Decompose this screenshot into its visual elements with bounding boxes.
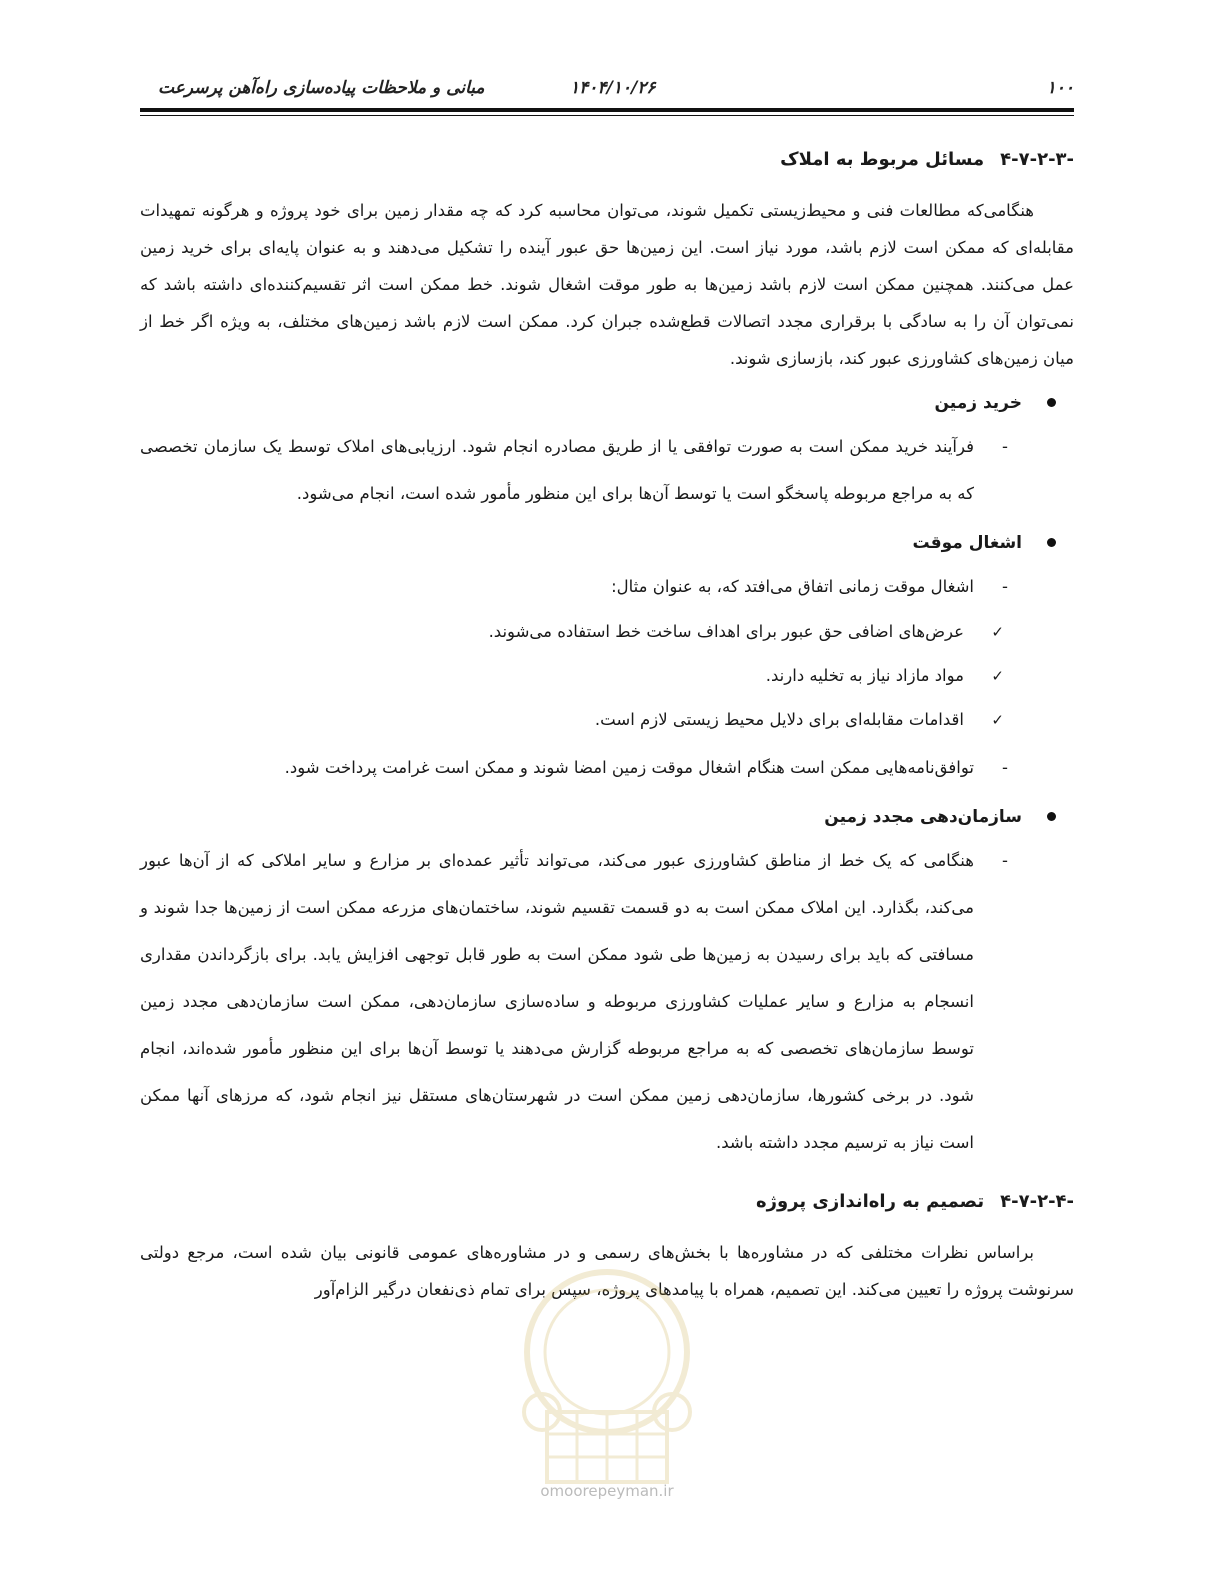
checkmark-icon: ✓ — [991, 623, 1004, 641]
section-number: ۴-۷-۲-۳- — [1000, 149, 1074, 170]
section-title: مسائل مربوط به املاک — [780, 149, 985, 170]
section-title: تصمیم به راه‌اندازی پروژه — [756, 1191, 985, 1212]
watermark-logo — [512, 1262, 702, 1502]
dash-text: هنگامی که یک خط از مناطق کشاورزی عبور می‌کند، می‌تواند تأثیر عمده‌ای بر مزارع و سایر املاکی که از آن‌ها عبور می‌کند، بگذارد. این املاک ممکن است به دو قسمت تقسیم شوند، ساختمان‌های مزرعه ممکن است از زمین‌ها جدا شوند و مسافتی که باید برای رسیدن به زمین‌ها طی شود ممکن است به طور قابل توجهی افزایش یابد. برای بازگرداندن مقداری انسجام به مزارع و سایر عملیات کشاورزی مربوطه و ساده‌سازی سازمان‌دهی، ممکن است سازمان‌دهی مجدد زمین توسط سازمان‌های تخصصی که به مراجع مربوطه گزارش می‌دهند یا توسط آن‌ها برای این منظور مأمور شده‌اند، انجام شود. در برخی کشورها، سازمان‌دهی زمین ممکن است در شهرستان‌های مستقل نیز انجام شود، که مرزهای آنها ممکن است نیاز به ترسیم مجدد داشته باشد. — [140, 851, 974, 1152]
check-text: اقدامات مقابله‌ای برای دلایل محیط زیستی لازم است. — [594, 710, 964, 729]
bullet-dot-icon — [1047, 538, 1056, 547]
page-header — [140, 70, 1074, 106]
dash-icon: - — [1002, 851, 1008, 870]
check-item — [140, 698, 1074, 742]
bullet-label: سازمان‌دهی مجدد زمین — [824, 807, 1022, 827]
page-number: ۱۰۰ — [1046, 78, 1074, 98]
header-title: مبانی و ملاحظات پیاده‌سازی راه‌آهن پرسرعت — [158, 78, 485, 98]
dash-text: فرآیند خرید ممکن است به صورت توافقی یا از طریق مصادره انجام شود. ارزیابی‌های املاک توسط یک سازمان تخصصی که به مراجع مربوطه پاسخگو است یا توسط آن‌ها برای این منظور مأمور شده است، انجام می‌شود. — [140, 437, 974, 503]
dash-icon: - — [1002, 577, 1008, 596]
dash-item — [140, 837, 1074, 1166]
section-paragraph: براساس نظرات مختلفی که در مشاوره‌ها با بخش‌های رسمی و در مشاوره‌های عمومی قانونی بیان شده است، مرجع دولتی سرنوشت پروژه را تعیین می‌کند. این تصمیم، همراه با پیامدهای پروژه، سپس برای تمام ذی‌نفعان درگیر الزام‌آور — [140, 1243, 1074, 1299]
dash-icon: - — [1002, 758, 1008, 777]
checkmark-icon: ✓ — [991, 711, 1004, 729]
header-date: ۱۴۰۴/۱۰/۲۶ — [570, 78, 656, 98]
dash-item — [140, 563, 1074, 610]
bullet-item — [140, 525, 1074, 561]
bullet-item — [140, 385, 1074, 421]
check-item — [140, 654, 1074, 698]
check-text: مواد مازاد نیاز به تخلیه دارند. — [765, 666, 964, 685]
dash-icon: - — [1002, 437, 1008, 456]
check-item — [140, 610, 1074, 654]
dash-item — [140, 744, 1074, 791]
checkmark-icon: ✓ — [991, 667, 1004, 685]
spacer — [140, 1166, 1074, 1180]
section-number: ۴-۷-۲-۴- — [1000, 1191, 1074, 1212]
dash-text: توافق‌نامه‌هایی ممکن است هنگام اشغال موقت زمین امضا شوند و ممکن است غرامت پرداخت شود. — [284, 758, 974, 777]
section-heading — [140, 1180, 1074, 1224]
section-heading — [140, 138, 1074, 182]
page-content — [140, 138, 1074, 1308]
bullet-dot-icon — [1047, 812, 1056, 821]
header-rule-thin — [140, 115, 1074, 116]
bullet-dot-icon — [1047, 398, 1056, 407]
header-rule-thick — [140, 108, 1074, 112]
watermark-text: omoorepeyman.ir — [540, 1482, 674, 1500]
bullet-label: اشغال موقت — [912, 533, 1022, 553]
dash-text: اشغال موقت زمانی اتفاق می‌افتد که، به عنوان مثال: — [611, 577, 974, 596]
section-paragraph: هنگامی‌که مطالعات فنی و محیط‌زیستی تکمیل شوند، می‌توان محاسبه کرد که چه مقدار زمین برای خود پروژه و هرگونه تمهیدات مقابله‌ای که ممکن است لازم باشد، مورد نیاز است. این زمین‌ها حق عبور آینده را تشکیل می‌دهند و به عنوان پایه‌ای برای خرید زمین عمل می‌کنند. همچنین ممکن است لازم باشد زمین‌ها به طور موقت اشغال شوند. خط ممکن است اثر تقسیم‌کننده‌ای داشته باشد که نمی‌توان آن را به سادگی با برقراری مجدد اتصالات قطع‌شده جبران کرد. ممکن است لازم باشد زمین‌های مختلف، به ویژه اگر خط از میان زمین‌های کشاورزی عبور کند، بازسازی شوند. — [140, 201, 1074, 368]
dash-item — [140, 423, 1074, 517]
bullet-item — [140, 799, 1074, 835]
check-text: عرض‌های اضافی حق عبور برای اهداف ساخت خط استفاده می‌شوند. — [488, 622, 964, 641]
bullet-label: خرید زمین — [934, 393, 1022, 413]
